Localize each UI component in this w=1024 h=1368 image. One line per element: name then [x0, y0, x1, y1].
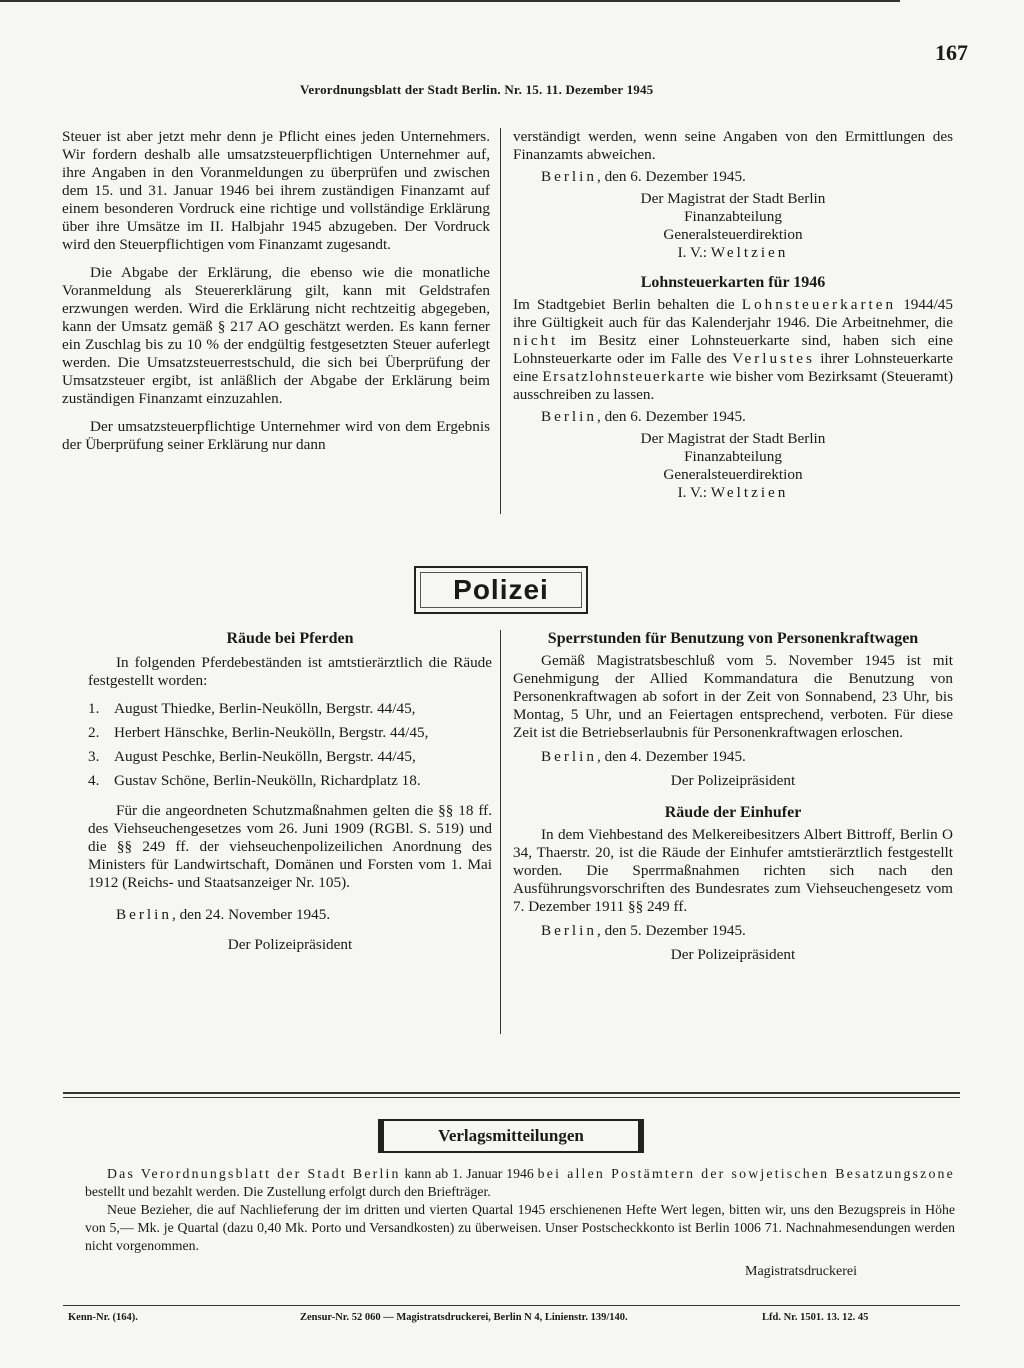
date-line: [513, 748, 953, 766]
list-text: Herbert Hänschke, Berlin-Neukölln, Bergstr. 44/45,: [114, 724, 429, 741]
date-line: [88, 906, 492, 924]
date-line: [513, 922, 953, 940]
verlag-section-title: Verlagsmitteilungen: [378, 1119, 644, 1153]
text-run: ihrer Lohnsteuerkarte eine: [513, 350, 953, 385]
paragraph: [513, 296, 953, 404]
section-heading: Räude bei Pferden: [226, 630, 354, 647]
signature-line: Der Polizeipräsident: [227, 936, 353, 953]
polizei-section-title: Polizei: [414, 566, 588, 614]
list-number: 3.: [88, 748, 100, 765]
footer-kenn-nr: Kenn-Nr. (164).: [68, 1312, 138, 1323]
section-heading: Lohnsteuerkarten für 1946: [640, 274, 826, 291]
paragraph: Der umsatzsteuerpflichtige Unternehmer wird von dem Ergebnis der Überprüfung seiner Erklärung nur dann: [62, 418, 490, 453]
column-divider: [500, 630, 501, 1034]
emphasis-text: Lohnsteuerkarten: [741, 296, 897, 313]
date-place: Berlin: [541, 922, 597, 939]
signature-line: [513, 244, 953, 262]
date-place: Berlin: [116, 906, 172, 923]
paragraph: Steuer ist aber jetzt mehr denn je Pflicht eines jeden Unternehmers. Wir fordern deshalb alle umsatzsteuerpflichtigen Unternehmer auf, ihre Angaben in den Voranmeldungen zu überprüfen und zwischen dem 15. und 31. Januar 1946 bei ihrem zuständigen Finanzamt auf einem besonderen Vordruck eine richtige und vollständige Erklärung über ihre Umsätze im II. Halbjahr 1945 abzugeben. Der Vordruck wird den Steuerpflichtigen vom Finanzamt zugesandt.: [62, 128, 490, 253]
signature-line: Finanzabteilung: [684, 448, 782, 465]
paragraph: Gemäß Magistratsbeschluß vom 5. November 1945 ist mit Genehmigung der Allied Kommandatura die Benutzung von Personenkraftwagen ab sofort in der Zeit von Sonnabend, 23 Uhr, bis Montag, 5 Uhr, und an Feiertagen entsprechend, verboten. Für diese Zeit ist die Betriebserlaubnis für Personenkraftwagen erloschen.: [513, 652, 953, 741]
date-text: , den 5. Dezember 1945.: [596, 922, 746, 939]
list-item: [88, 700, 492, 718]
publisher-notice: [85, 1165, 955, 1255]
list-item: [88, 724, 492, 742]
text-run: kann ab 1. Januar 1946: [400, 1166, 538, 1181]
section-heading: Sperrstunden für Benutzung von Personenkraftwagen: [547, 630, 919, 647]
list-number: 1.: [88, 700, 100, 717]
signature-line: Der Magistrat der Stadt Berlin: [640, 430, 826, 447]
footer-lfd-nr: Lfd. Nr. 1501. 13. 12. 45: [762, 1312, 869, 1323]
left-bottom-column: [88, 626, 492, 954]
date-line: [513, 408, 953, 426]
list-item: [88, 748, 492, 766]
signature-line: Generalsteuerdirektion: [663, 466, 803, 483]
signature-line: Finanzabteilung: [684, 208, 782, 225]
signature-line: [513, 484, 953, 502]
list-number: 2.: [88, 724, 100, 741]
date-place: Berlin: [541, 168, 597, 185]
date-line: [513, 168, 953, 186]
footer-rule: [63, 1305, 960, 1306]
emphasis-text: Das Verordnungsblatt der Stadt Berlin: [107, 1166, 401, 1181]
list-text: August Peschke, Berlin-Neukölln, Bergstr. 44/45,: [114, 748, 416, 765]
column-divider: [500, 128, 501, 514]
signature-line: Generalsteuerdirektion: [663, 226, 803, 243]
section-rule: [63, 1092, 960, 1094]
signature-name: Weltzien: [710, 244, 789, 261]
paragraph: In dem Viehbestand des Melkereibesitzers Albert Bittroff, Berlin O 34, Thaerstr. 20, ist die Räude der Einhufer amtstierärztlich festgestellt worden. Die Sperrmaßnahmen richten sich nach den Ausführungsvorschriften des Bundesrates zum Viehseuchengesetz vom 7. Dezember 1911 §§ 249 ff.: [513, 826, 953, 915]
emphasis-text: nicht: [513, 332, 559, 349]
emphasis-text: Verlustes: [732, 350, 815, 367]
signature-prefix: I. V.:: [677, 244, 711, 261]
paragraph: [85, 1165, 955, 1201]
list-text: Gustav Schöne, Berlin-Neukölln, Richardplatz 18.: [114, 772, 421, 789]
text-run: bestellt und bezahlt werden. Die Zustellung erfolgt durch den Briefträger.: [85, 1184, 491, 1199]
footer-imprint: Zensur-Nr. 52 060 — Magistratsdruckerei, Berlin N 4, Linienstr. 139/140.: [300, 1312, 628, 1323]
paragraph: Für die angeordneten Schutzmaßnahmen gelten die §§ 18 ff. des Viehseuchengesetzes vom 26. Juni 1909 (RGBl. S. 519) und die §§ 249 ff. der viehseuchenpolizeilichen Anordnung des Ministers für Landwirtschaft, Domänen und Forsten vom 1. Mai 1912 (Reichs- und Staatsanzeiger Nr. 105).: [88, 802, 492, 891]
date-text: , den 4. Dezember 1945.: [596, 748, 746, 765]
text-run: im Besitz einer Lohnsteuerkarte sind, haben sich eine Lohnsteuerkarte oder im Falle des: [513, 332, 953, 367]
list-item: [88, 772, 492, 790]
list-text: August Thiedke, Berlin-Neukölln, Bergstr. 44/45,: [114, 700, 416, 717]
date-text: , den 6. Dezember 1945.: [596, 168, 746, 185]
paragraph: In folgenden Pferdebeständen ist amtstierärztlich die Räude festgestellt worden:: [88, 654, 492, 689]
signature-prefix: I. V.:: [677, 484, 711, 501]
page-number: 167: [935, 40, 968, 65]
right-top-column: [513, 128, 953, 502]
publisher-name: Magistratsdruckerei: [745, 1264, 857, 1279]
date-text: , den 6. Dezember 1945.: [596, 408, 746, 425]
left-top-column: [62, 128, 490, 464]
emphasis-text: bei allen Postämtern der sowjetischen Besatzungszone: [537, 1166, 955, 1181]
header-rule: [0, 0, 900, 2]
section-heading: Räude der Einhufer: [664, 804, 802, 821]
signature-line: Der Polizeipräsident: [670, 946, 796, 963]
list-number: 4.: [88, 772, 100, 789]
stable-list: [88, 700, 492, 790]
paragraph: Neue Bezieher, die auf Nachlieferung der im dritten und vierten Quartal 1945 erschienenen Hefte Wert legen, bitten wir, uns den Bezugspreis in Höhe von 5,— Mk. je Quartal (dazu 0,40 Mk. Porto und Versandkosten) zu überweisen. Unser Postscheckkonto ist Berlin 1006 71. Nachnahmesendungen werden nicht vorgenommen.: [85, 1202, 955, 1253]
signature-name: Weltzien: [710, 484, 789, 501]
section-rule: [63, 1097, 960, 1098]
right-bottom-column: [513, 626, 953, 964]
date-place: Berlin: [541, 748, 597, 765]
paragraph: Die Abgabe der Erklärung, die ebenso wie die monatliche Voranmeldung als Steuererklärung gilt, kann mit Geldstrafen erzwungen werden. Wird die Erklärung nicht rechtzeitig abgegeben, kann der Umsatz gemäß § 217 AO geschätzt werden. Es kann ferner ein Zuschlag bis zu 10 % der endgültig festgesetzten Steuer auferlegt werden. Die Umsatzsteuerrestschuld, die sich bei Überprüfung der Umsatzsteuer ergibt, ist anläßlich der Abgabe der Erklärung beim zuständigen Finanzamt einzuzahlen.: [62, 264, 490, 407]
emphasis-text: Ersatzlohnsteuerkarte: [542, 368, 706, 385]
signature-line: Der Polizeipräsident: [670, 772, 796, 789]
date-text: , den 24. November 1945.: [171, 906, 331, 923]
date-place: Berlin: [541, 408, 597, 425]
text-run: Im Stadtgebiet Berlin behalten die: [513, 296, 742, 313]
signature-line: Der Magistrat der Stadt Berlin: [640, 190, 826, 207]
paragraph: verständigt werden, wenn seine Angaben von den Ermittlungen des Finanzamts abweichen.: [513, 128, 953, 163]
running-header: Verordnungsblatt der Stadt Berlin. Nr. 15. 11. Dezember 1945: [300, 82, 654, 97]
text-run: wie bisher vom Bezirksamt (Steueramt) ausschreiben zu lassen.: [513, 368, 953, 403]
text-run: 1944/45 ihre Gültigkeit auch für das Kalenderjahr 1946. Die Arbeitnehmer, die: [513, 296, 953, 331]
